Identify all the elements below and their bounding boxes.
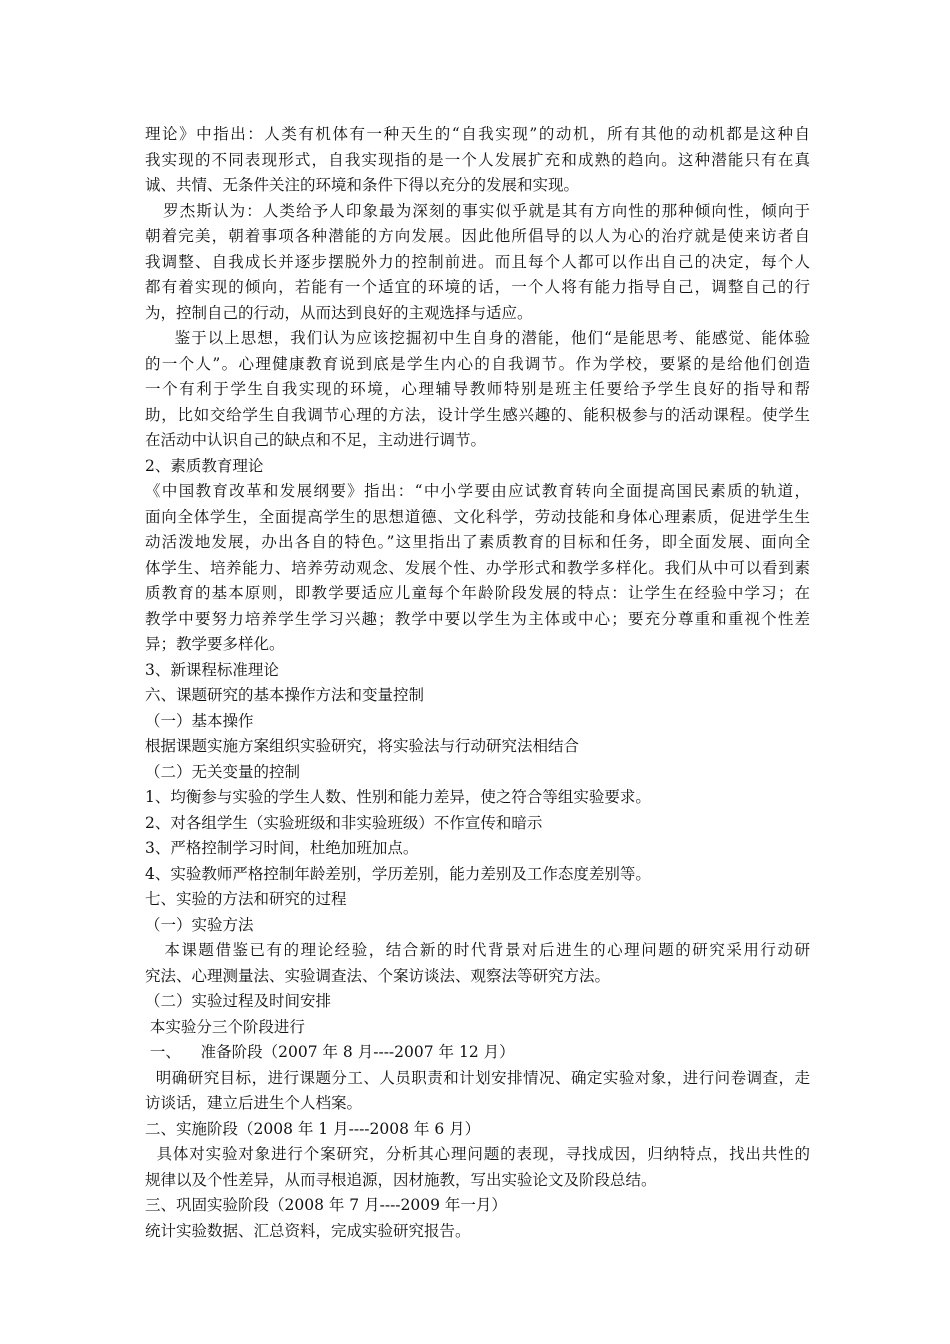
text-line: 我调整、自我成长并逐步摆脱外力的控制前进。而且每个人都可以作出自己的决定，每个人	[145, 252, 810, 271]
section-heading: 七、实验的方法和研究的过程	[145, 890, 347, 908]
text-line: 《中国教育改革和发展纲要》指出：“中小学要由应试教育转向全面提高国民素质的轨道，	[145, 482, 810, 500]
document-body	[145, 122, 810, 1244]
text-line: 面向全体学生，全面提高学生的思想道德、文化科学，劳动技能和身体心理素质，促进学生生	[145, 507, 810, 526]
subsection-heading: （二）实验过程及时间安排	[145, 992, 332, 1010]
text-line: 助，比如交给学生自我调节心理的方法，设计学生感兴趣的、能积极参与的活动课程。使学生	[145, 405, 810, 424]
text-line: 统计实验数据、汇总资料，完成实验研究报告。	[145, 1221, 471, 1240]
text-line: 明确研究目标，进行课题分工、人员职责和计划安排情况、确定实验对象，进行问卷调查，走	[145, 1068, 810, 1087]
text-line: 朝着完美，朝着事项各种潜能的方向发展。因此他所倡导的以人为心的治疗就是使来访者自	[145, 227, 810, 245]
text-line: 为，控制自己的行动，从而达到良好的主观选择与适应。	[145, 303, 533, 322]
text-line: 访谈话，建立后进生个人档案。	[145, 1094, 363, 1112]
text-line: 在活动中认识自己的缺点和不足，主动进行调节。	[145, 431, 487, 449]
list-item: 1、均衡参与实验的学生人数、性别和能力差异，使之符合等组实验要求。	[145, 788, 651, 806]
subsection-heading: （二）无关变量的控制	[145, 762, 301, 781]
section-heading: 六、课题研究的基本操作方法和变量控制	[145, 686, 425, 704]
text-line: 规律以及个性差异，从而寻根追源，因材施教，写出实验论文及阶段总结。	[145, 1170, 657, 1189]
text-line: 诚、共情、无条件关注的环境和条件下得以充分的发展和实现。	[145, 176, 580, 194]
section-heading: 2、素质教育理论	[145, 456, 264, 475]
text-line: 的一个人”。心理健康教育说到底是学生内心的自我调节。作为学校，要紧的是给他们创造	[145, 354, 810, 373]
text-line: 具体对实验对象进行个案研究，分析其心理问题的表现，寻找成因，归纳特点，找出共性的	[145, 1145, 810, 1163]
phase-heading: 一、 准备阶段（2007 年 8 月----2007 年 12 月）	[145, 1043, 515, 1061]
list-item: 2、对各组学生（实验班级和非实验班级）不作宣传和暗示	[145, 813, 543, 832]
text-line: 异；教学要多样化。	[145, 635, 285, 653]
text-line: 一个有利于学生自我实现的环境，心理辅导教师特别是班主任要给予学生良好的指导和帮	[145, 380, 810, 398]
text-line: 我实现的不同表现形式，自我实现指的是一个人发展扩充和成熟的趋向。这种潜能只有在真	[145, 150, 810, 169]
text-line: 罗杰斯认为：人类给予人印象最为深刻的事实似乎就是其有方向性的那种倾向性，倾向于	[145, 201, 810, 220]
text-line: 体学生、培养能力、培养劳动观念、发展个性、办学形式和教学多样化。我们从中可以看到素	[145, 558, 810, 577]
text-line: 根据课题实施方案组织实验研究，将实验法与行动研究法相结合	[145, 737, 580, 755]
text-line: 本课题借鉴已有的理论经验，结合新的时代背景对后进生的心理问题的研究采用行动研	[145, 941, 810, 959]
list-item: 4、实验教师严格控制年龄差别，学历差别，能力差别及工作态度差别等。	[145, 864, 651, 883]
phase-heading: 二、实施阶段（2008 年 1 月----2008 年 6 月）	[145, 1119, 481, 1138]
text-line: 本实验分三个阶段进行	[145, 1017, 305, 1036]
section-heading: 3、新课程标准理论	[145, 660, 279, 679]
text-line: 动活泼地发展，办出各自的特色。”这里指出了素质教育的目标和任务，即全面发展、面向全	[145, 533, 810, 551]
phase-heading: 三、巩固实验阶段（2008 年 7 月----2009 年一月）	[145, 1196, 507, 1214]
text-line: 教学中要努力培养学生学习兴趣；教学中要以学生为主体或中心；要充分尊重和重视个性差	[145, 609, 810, 628]
subsection-heading: （一）基本操作	[145, 711, 254, 730]
text-line: 理论》中指出：人类有机体有一种天生的“自我实现”的动机，所有其他的动机都是这种自	[145, 125, 810, 143]
subsection-heading: （一）实验方法	[145, 915, 254, 934]
text-line: 质教育的基本原则，即教学要适应儿童每个年龄阶段发展的特点：让学生在经验中学习；在	[145, 584, 810, 602]
text-line: 究法、心理测量法、实验调查法、个案访谈法、观察法等研究方法。	[145, 966, 611, 985]
text-line: 都有着实现的倾向，若能有一个适宜的环境的话，一个人将有能力指导自己，调整自己的行	[145, 278, 810, 296]
text-line: 鉴于以上思想，我们认为应该挖掘初中生自身的潜能，他们“是能思考、能感觉、能体验	[145, 329, 810, 347]
list-item: 3、严格控制学习时间，杜绝加班加点。	[145, 839, 419, 857]
